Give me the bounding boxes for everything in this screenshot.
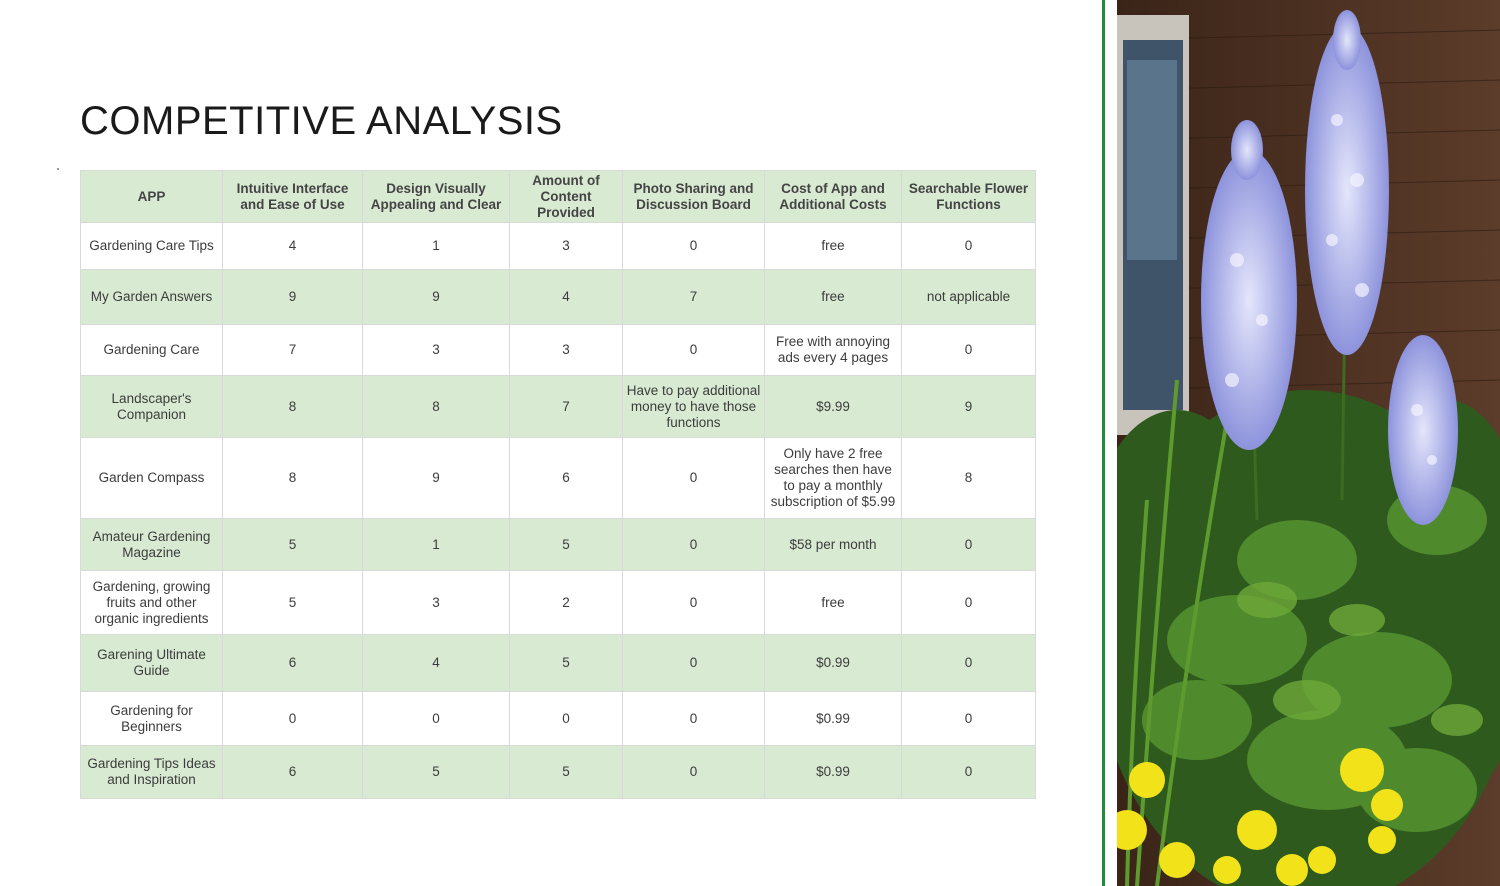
cell-app: Garden Compass — [81, 438, 223, 519]
cell-score: 1 — [363, 223, 510, 270]
cell-score: 5 — [510, 635, 623, 692]
cell-score: 0 — [623, 223, 765, 270]
table-header-row — [81, 171, 1036, 223]
cell-score: 9 — [223, 270, 363, 325]
header-content: Amount of Content Provided — [510, 171, 623, 223]
cell-score: not applicable — [902, 270, 1036, 325]
cell-score: 0 — [623, 438, 765, 519]
table-row — [81, 270, 1036, 325]
cell-cost: free — [765, 270, 902, 325]
cell-app: Amateur Gardening Magazine — [81, 519, 223, 571]
cell-score: 0 — [510, 692, 623, 746]
table-row — [81, 571, 1036, 635]
cell-score: 7 — [623, 270, 765, 325]
cell-app: Gardening Care Tips — [81, 223, 223, 270]
stray-dot — [57, 168, 59, 170]
cell-score: 0 — [902, 746, 1036, 799]
table-row — [81, 746, 1036, 799]
page-title: COMPETITIVE ANALYSIS — [80, 99, 563, 143]
cell-cost: $0.99 — [765, 635, 902, 692]
cell-app: Garening Ultimate Guide — [81, 635, 223, 692]
cell-app: Gardening Tips Ideas and Inspiration — [81, 746, 223, 799]
cell-score: 0 — [623, 325, 765, 376]
cell-score: 0 — [623, 692, 765, 746]
competitive-analysis-table — [80, 170, 1036, 799]
cell-score: 2 — [510, 571, 623, 635]
header-searchable: Searchable Flower Functions — [902, 171, 1036, 223]
cell-score: 0 — [623, 746, 765, 799]
cell-score: 3 — [510, 223, 623, 270]
cell-score: 4 — [510, 270, 623, 325]
cell-score: 0 — [902, 519, 1036, 571]
cell-score: 8 — [902, 438, 1036, 519]
cell-score: 7 — [510, 376, 623, 438]
cell-app: My Garden Answers — [81, 270, 223, 325]
cell-score: 5 — [363, 746, 510, 799]
cell-cost: free — [765, 223, 902, 270]
cell-score: 7 — [223, 325, 363, 376]
cell-cost: $58 per month — [765, 519, 902, 571]
header-interface: Intuitive Interface and Ease of Use — [223, 171, 363, 223]
cell-score: 0 — [902, 571, 1036, 635]
header-photo-sharing: Photo Sharing and Discussion Board — [623, 171, 765, 223]
cell-score: 0 — [623, 519, 765, 571]
cell-cost: free — [765, 571, 902, 635]
cell-score: 0 — [902, 325, 1036, 376]
table-row — [81, 223, 1036, 270]
cell-app: Gardening Care — [81, 325, 223, 376]
table-row — [81, 692, 1036, 746]
cell-score: 0 — [902, 635, 1036, 692]
cell-score: 0 — [223, 692, 363, 746]
cell-score: 0 — [902, 692, 1036, 746]
cell-score: 8 — [363, 376, 510, 438]
delphinium-flower-photo — [1117, 0, 1500, 886]
table-row — [81, 325, 1036, 376]
cell-app: Gardening for Beginners — [81, 692, 223, 746]
cell-cost: $9.99 — [765, 376, 902, 438]
table-row — [81, 376, 1036, 438]
header-cost: Cost of App and Additional Costs — [765, 171, 902, 223]
cell-score: 8 — [223, 438, 363, 519]
cell-score: 1 — [363, 519, 510, 571]
cell-score: 4 — [363, 635, 510, 692]
header-app: APP — [81, 171, 223, 223]
cell-cost: Free with annoying ads every 4 pages — [765, 325, 902, 376]
green-divider-line — [1102, 0, 1105, 886]
cell-score: 3 — [363, 571, 510, 635]
cell-score: 8 — [223, 376, 363, 438]
cell-score: 9 — [363, 438, 510, 519]
cell-score: 0 — [363, 692, 510, 746]
cell-score: 5 — [510, 519, 623, 571]
cell-score: 6 — [510, 438, 623, 519]
cell-score: 6 — [223, 635, 363, 692]
cell-cost: Only have 2 free searches then have to pay a monthly subscription of $5.99 — [765, 438, 902, 519]
cell-cost: $0.99 — [765, 746, 902, 799]
cell-score: 3 — [363, 325, 510, 376]
cell-cost: $0.99 — [765, 692, 902, 746]
cell-score: 4 — [223, 223, 363, 270]
cell-score: 9 — [902, 376, 1036, 438]
cell-score: 0 — [902, 223, 1036, 270]
table-row — [81, 635, 1036, 692]
cell-score: 6 — [223, 746, 363, 799]
cell-score: 5 — [223, 519, 363, 571]
cell-score: 5 — [223, 571, 363, 635]
cell-app: Landscaper's Companion — [81, 376, 223, 438]
cell-score: 0 — [623, 571, 765, 635]
cell-score: 0 — [623, 635, 765, 692]
table-row — [81, 519, 1036, 571]
cell-score: 3 — [510, 325, 623, 376]
cell-score: 5 — [510, 746, 623, 799]
cell-score: 9 — [363, 270, 510, 325]
table-row — [81, 438, 1036, 519]
header-design: Design Visually Appealing and Clear — [363, 171, 510, 223]
cell-photo-sharing: Have to pay additional money to have those functions — [623, 376, 765, 438]
cell-app: Gardening, growing fruits and other organic ingredients — [81, 571, 223, 635]
